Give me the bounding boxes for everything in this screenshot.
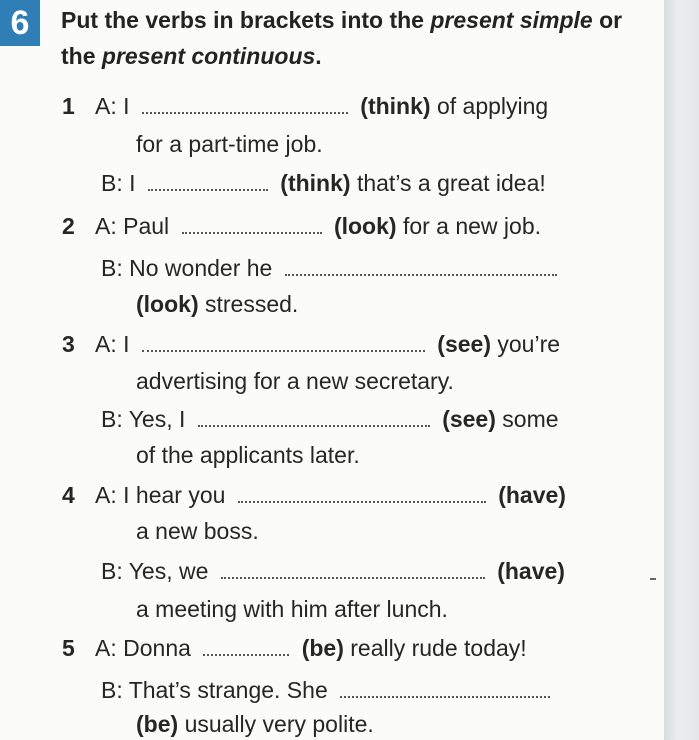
dialogue-text: usually very polite.: [184, 711, 374, 737]
item-5-b-continuation: [136, 709, 374, 739]
answer-blank[interactable]: [182, 226, 322, 234]
item-3-b-continuation: of the applicants later.: [136, 442, 360, 468]
item-number: 5: [62, 635, 75, 661]
item-number: 2: [62, 213, 75, 239]
item-3-a-continuation: advertising for a new secretary.: [136, 368, 454, 394]
item-number: 4: [62, 482, 75, 508]
item-3-a-line: [95, 329, 560, 359]
item-1-b-line: [101, 168, 546, 198]
instruction-tense-1: present simple: [430, 7, 593, 33]
page-edge: [664, 0, 699, 740]
answer-blank[interactable]: [340, 690, 550, 698]
margin-mark: [650, 578, 656, 580]
instruction-text: Put the verbs in brackets into the: [61, 7, 424, 33]
item-number: 1: [62, 93, 75, 119]
answer-blank[interactable]: [221, 571, 485, 579]
instruction-text: or the: [61, 7, 623, 69]
item-2-a-line: [95, 211, 541, 241]
dialogue-prefix: A: I: [95, 93, 130, 119]
dialogue-prefix: A: Donna: [95, 635, 191, 661]
dialogue-text: that’s a great idea!: [356, 170, 546, 196]
dialogue-text: stressed.: [205, 291, 299, 317]
verb-hint: (have): [497, 558, 565, 584]
verb-hint: (look): [333, 213, 397, 239]
verb-hint: (be): [136, 711, 179, 737]
item-4-a-continuation: a new boss.: [136, 518, 259, 544]
answer-blank[interactable]: [238, 495, 486, 503]
answer-blank[interactable]: [142, 106, 348, 114]
item-4-b-line: [101, 556, 565, 586]
answer-blank[interactable]: [198, 419, 430, 427]
dialogue-text: for a new job.: [402, 213, 542, 239]
dialogue-prefix: A: I hear you: [95, 482, 226, 508]
item-4-b-continuation: a meeting with him after lunch.: [136, 596, 448, 622]
verb-hint: (think): [280, 170, 351, 196]
dialogue-prefix: B: Yes, I: [101, 406, 186, 432]
answer-blank[interactable]: [148, 183, 268, 191]
dialogue-prefix: B: Yes, we: [101, 558, 209, 584]
verb-hint: (be): [301, 635, 344, 661]
exercise-instruction: [61, 2, 631, 74]
dialogue-text: of applying: [436, 93, 549, 119]
item-number: 3: [62, 331, 75, 357]
verb-hint: (have): [498, 482, 566, 508]
item-3-b-line: [101, 404, 559, 434]
dialogue-prefix: B: No wonder he: [101, 255, 273, 281]
answer-blank[interactable]: [285, 268, 557, 276]
verb-hint: (look): [136, 291, 199, 317]
dialogue-text: really rude today!: [350, 635, 527, 661]
instruction-tense-2: present continuous: [101, 43, 316, 69]
item-2-b-continuation: [136, 289, 298, 319]
dialogue-prefix: A: I: [95, 331, 130, 357]
item-1-a-line: [95, 91, 548, 121]
dialogue-prefix: B: I: [101, 170, 136, 196]
item-4-a-line: [95, 480, 566, 510]
instruction-text: .: [315, 43, 322, 69]
verb-hint: (think): [360, 93, 431, 119]
dialogue-text: some: [502, 406, 559, 432]
answer-blank[interactable]: [203, 648, 289, 656]
exercise-number-badge: 6: [0, 0, 40, 46]
answer-blank[interactable]: [142, 344, 425, 352]
dialogue-prefix: A: Paul: [95, 213, 170, 239]
item-1-a-continuation: for a part-time job.: [136, 131, 323, 157]
verb-hint: (see): [437, 331, 491, 357]
dialogue-text: you’re: [497, 331, 561, 357]
verb-hint: (see): [442, 406, 496, 432]
dialogue-prefix: B: That’s strange. She: [101, 677, 328, 703]
item-5-b-line: [101, 675, 556, 705]
item-5-a-line: [95, 633, 527, 663]
item-2-b-line: [101, 253, 563, 283]
